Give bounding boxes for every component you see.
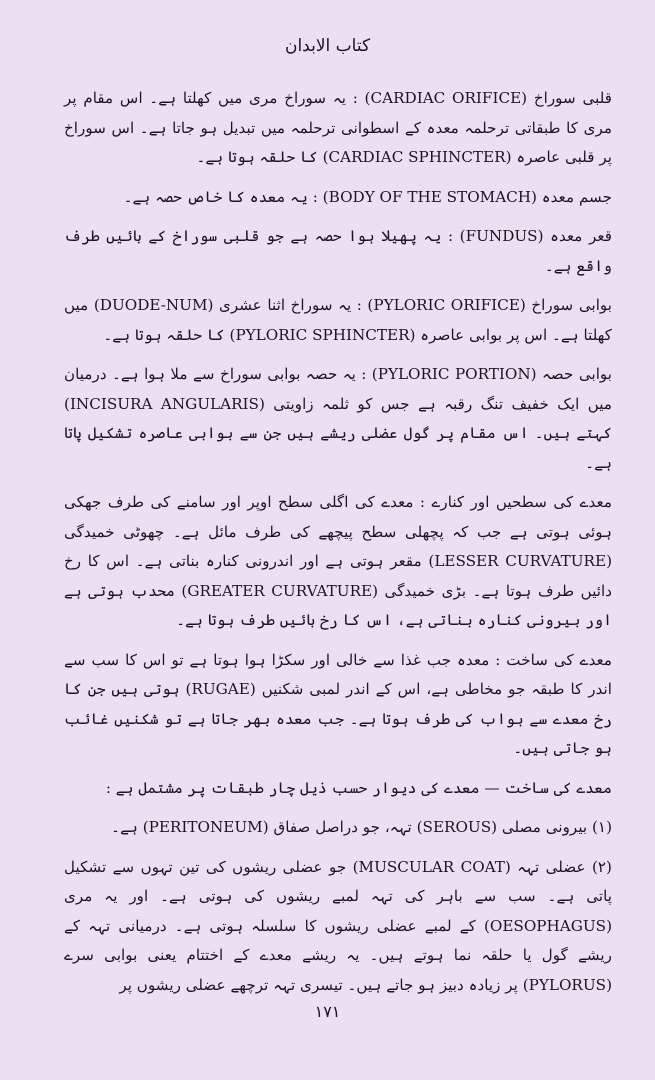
paragraph-fundus: قعر معدہ (FUNDUS) : یہ پھیلا ہوا حصہ ہے جو قلبی سوراخ کے بائیں طرف واقع ہے۔	[64, 227, 612, 275]
running-header: کتاب الابدان	[284, 36, 371, 56]
page-body	[64, 84, 612, 1010]
paragraph-muscular: (۲) عضلی تہہ (MUSCULAR COAT) جو عضلی ریشوں کی تین تہوں سے تشکیل پاتی ہے۔ سب سے باہر کی تہہ لمبے ریشوں کی ہوتی ہے۔ اور یہ مری (OESOPHAGUS) کے لمبے عضلی ریشوں کا سلسلہ ہوتی ہے۔ درمیانی تہہ کے ریشے گول یا حلقہ نما ہوتے ہیں۔ یہ ریشے معدے کے اختتام یعنی بوابی سرے (PYLORUS) پر زیادہ دبیز ہو جاتے ہیں۔ تیسری تہہ ترچھے عضلی ریشوں پر	[64, 857, 612, 994]
paragraph-surfaces-borders: معدے کی سطحیں اور کنارے : معدے کی اگلی سطح اوپر اور سامنے کی طرف جھکی ہوئی ہوتی ہے جب کہ پچھلی سطح پیچھے کی طرف مائل ہے۔ چھوٹی خمیدگی (LESSER CURVATURE) مقعر ہوتی ہے اور اندرونی کنارہ بناتی ہے۔ اس کا رخ دائیں طرف ہوتا ہے۔ بڑی خمیدگی (GREATER CURVATURE) محدب ہوتی ہے اور بیرونی کنارہ بناتی ہے، اس کا رخ بائیں طرف ہوتا ہے۔	[64, 493, 613, 629]
paragraph-serous: (۱) بیرونی مصلی (SEROUS) تہہ، جو دراصل صفاق (PERITONEUM) ہے۔	[111, 818, 612, 836]
page-number: ۱۷۱	[314, 1002, 341, 1021]
paragraph-wall-structure: معدے کی ساخت — معدے کی دیوار حسب ذیل چار طبقات پر مشتمل ہے :	[105, 778, 612, 797]
paragraph-pyloric-portion: بوابی حصہ (PYLORIC PORTION) : یہ حصہ بوابی سوراخ سے ملا ہوا ہے۔ درمیان میں ایک خفیف تنگ رقبہ ہے جس کو ثلمہ زاویتی (INCISURA ANGULARIS) کہتے ہیں۔ اس مقام پر گول عضلی ریشے ہیں جن سے بوابی عاصرہ تشکیل پاتا ہے۔	[64, 365, 612, 472]
paragraph-structure: معدے کی ساخت : معدہ جب غذا سے خالی اور سکڑا ہوا ہوتا ہے تو اس کا سب سے اندر کا طبقہ جو مخاطی ہے، اس کے اندر لمبی شکنیں (RUGAE) ہوتی ہیں جن کا رخ معدے سے بواب کی طرف ہوتا ہے۔ جب معدہ بھر جاتا ہے تو شکنیں غائب ہو جاتی ہیں۔	[64, 650, 612, 757]
paragraph-body-of-stomach: جسم معدہ (BODY OF THE STOMACH) : یہ معدہ کا خاص حصہ ہے۔	[123, 187, 612, 206]
paragraph-pyloric-orifice: بوابی سوراخ (PYLORIC ORIFICE) : یہ سوراخ اثنا عشری (DUODE-NUM) میں کھلتا ہے۔ اس پر بوابی عاصرہ (PYLORIC SPHINCTER) کا حلقہ ہوتا ہے۔	[64, 296, 612, 344]
paragraph-cardiac-orifice: قلبی سوراخ (CARDIAC ORIFICE) : یہ سوراخ مری میں کھلتا ہے۔ اس مقام پر مری کا طبقاتی ترحلمہ معدہ کے اسطوانی ترحلمہ میں تبدیل ہو جاتا ہے۔ اس سوراخ پر قلبی عاصرہ (CARDIAC SPHINCTER) کا حلقہ ہوتا ہے۔	[64, 89, 613, 166]
